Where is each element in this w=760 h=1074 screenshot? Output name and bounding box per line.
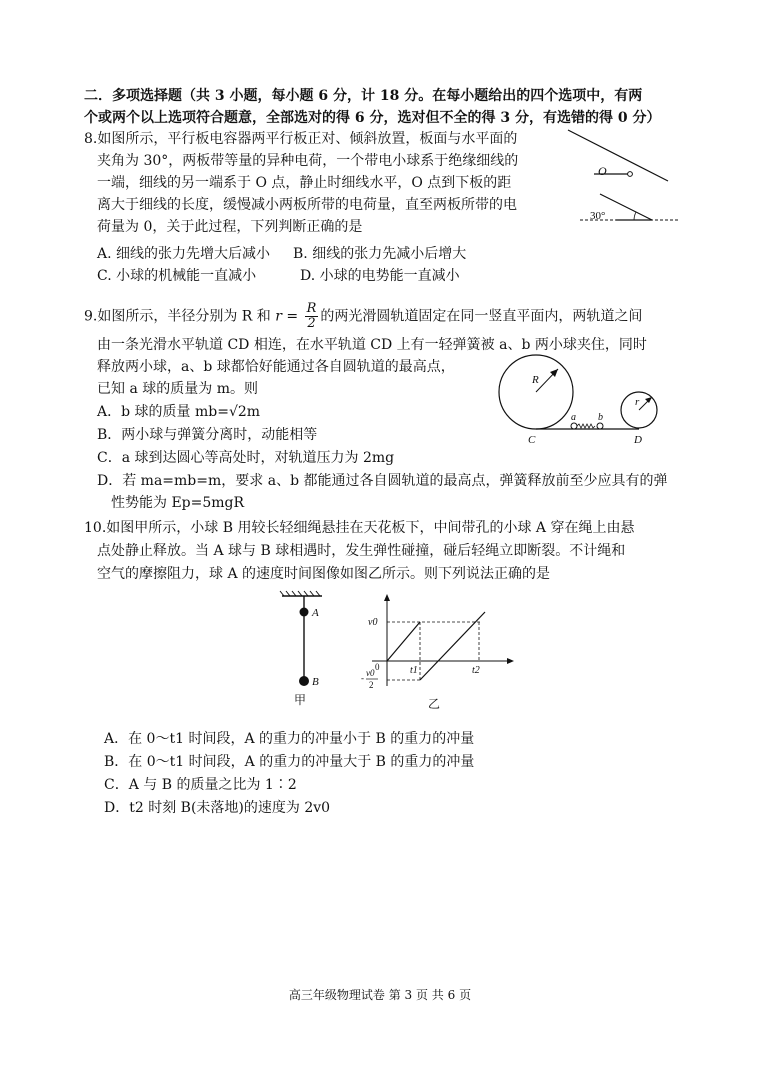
q9-line1-a: 9.如图所示，半径分别为 R 和 [84,308,271,325]
q10-t1-label: t1 [410,665,418,676]
q9-option-a: A．b 球的质量 mb=√2m [97,404,261,420]
q10-neg-v0-den: 2 [369,680,374,690]
q9-point-D-label: D [634,434,642,446]
q8-option-a: A. 细线的张力先增大后减小 [97,246,271,262]
q8-option-b: B. 细线的张力先减小后增大 [293,246,467,262]
q9-line3: 释放两小球，a、b 球都恰好能通过各自圆轨道的最高点， [97,359,455,375]
q10-option-a: A．在 0～t1 时间段，A 的重力的冲量小于 B 的重力的冲量 [104,731,475,747]
q8-capacitor-figure [560,128,680,228]
q8-line3: 一端，细线的另一端系于 O 点，静止时细线水平，O 点到下板的距 [97,175,512,191]
svg-text:-: - [361,673,364,683]
q8-line2: 夹角为 30°，两板带等量的异种电荷，一个带电小球系于绝缘细线的 [97,153,519,169]
q9-option-d1: D．若 ma=mb=m，要求 a、b 都能通过各自圆轨道的最高点，弹簧释放前至少应具有的弹 [97,473,668,489]
q9-radius-R-label: R [532,374,539,386]
q9-line4: 已知 a 球的质量为 m。则 [97,381,258,397]
section-title-line1: 二．多项选择题（共 3 小题，每小题 6 分，计 18 分。在每小题给出的四个选项中，有两 [84,88,643,104]
q9-point-C-label: C [528,434,536,446]
q9-option-b: B．两小球与弹簧分离时，动能相等 [97,427,318,443]
q8-option-c: C. 小球的机械能一直减小 [97,268,257,284]
q10-line2: 点处静止释放。当 A 球与 B 球相遇时，发生弹性碰撞，碰后轻绳立即断裂。不计绳和 [97,543,626,559]
section-title-line2: 个或两个以上选项符合题意，全部选对的得 6 分，选对但不全的得 3 分，有选错的得 0 分） [84,110,661,126]
q10-caption-jia: 甲 [294,693,307,707]
q9-r-equals: r = [275,308,299,325]
q8-line4: 离大于细线的长度，缓慢减小两板所带的电荷量，直至两板所带的电 [97,197,517,213]
q9-line1-b: 的两光滑圆轨道固定在同一竖直平面内，两轨道之间 [320,308,643,325]
q10-option-d: D．t2 时刻 B(未落地)的速度为 2v0 [104,800,331,816]
q9-line2: 由一条光滑水平轨道 CD 相连，在水平轨道 CD 上有一轻弹簧被 a、b 两小球夹住，同时 [97,337,647,353]
q10-line1: 10.如图甲所示，小球 B 用较长轻细绳悬挂在天花板下，中间带孔的小球 A 穿在绳上由悬 [84,520,635,536]
page-footer: 高三年级物理试卷 第 3 页 共 6 页 [288,988,472,1002]
q9-ball-a-label: a [571,412,576,423]
q9-track-figure [492,355,672,455]
q8-line5: 荷量为 0，关于此过程，下列判断正确的是 [97,219,363,235]
q10-ball-B-label: B [312,676,319,688]
q10-figure-jia [272,590,332,710]
q10-option-b: B．在 0～t1 时间段，A 的重力的冲量大于 B 的重力的冲量 [104,754,475,770]
q10-t2-label: t2 [472,665,480,676]
q10-origin-label: 0 [375,662,380,672]
q8-point-o-label: O [598,164,607,178]
q9-frac-num: R [306,301,317,316]
q8-line1: 8.如图所示，平行板电容器两平行板正对、倾斜放置，板面与水平面的 [84,131,518,147]
q10-neg-v0-num: v0 [366,668,375,678]
q10-option-c: C．A 与 B 的质量之比为 1∶2 [104,777,297,793]
q8-option-d: D. 小球的电势能一直减小 [300,268,460,284]
q9-frac-den: 2 [307,316,316,331]
q8-angle-label: 30° [590,210,606,222]
q9-radius-r-label: r [635,396,640,408]
q9-option-c: C．a 球到达圆心等高处时，对轨道压力为 2mg [97,450,395,466]
q10-velocity-time-graph [358,590,518,715]
q9-option-d2: 性势能为 Ep=5mgR [111,495,245,511]
q10-caption-yi: 乙 [428,697,441,711]
q9-ball-b-label: b [598,412,603,423]
q10-v0-label: v0 [368,617,378,628]
q10-ball-A-label: A [312,607,319,619]
q9-fraction [305,302,319,331]
q9-line1 [84,302,642,331]
q10-line3: 空气的摩擦阻力，球 A 的速度时间图像如图乙所示。则下列说法正确的是 [97,566,551,582]
